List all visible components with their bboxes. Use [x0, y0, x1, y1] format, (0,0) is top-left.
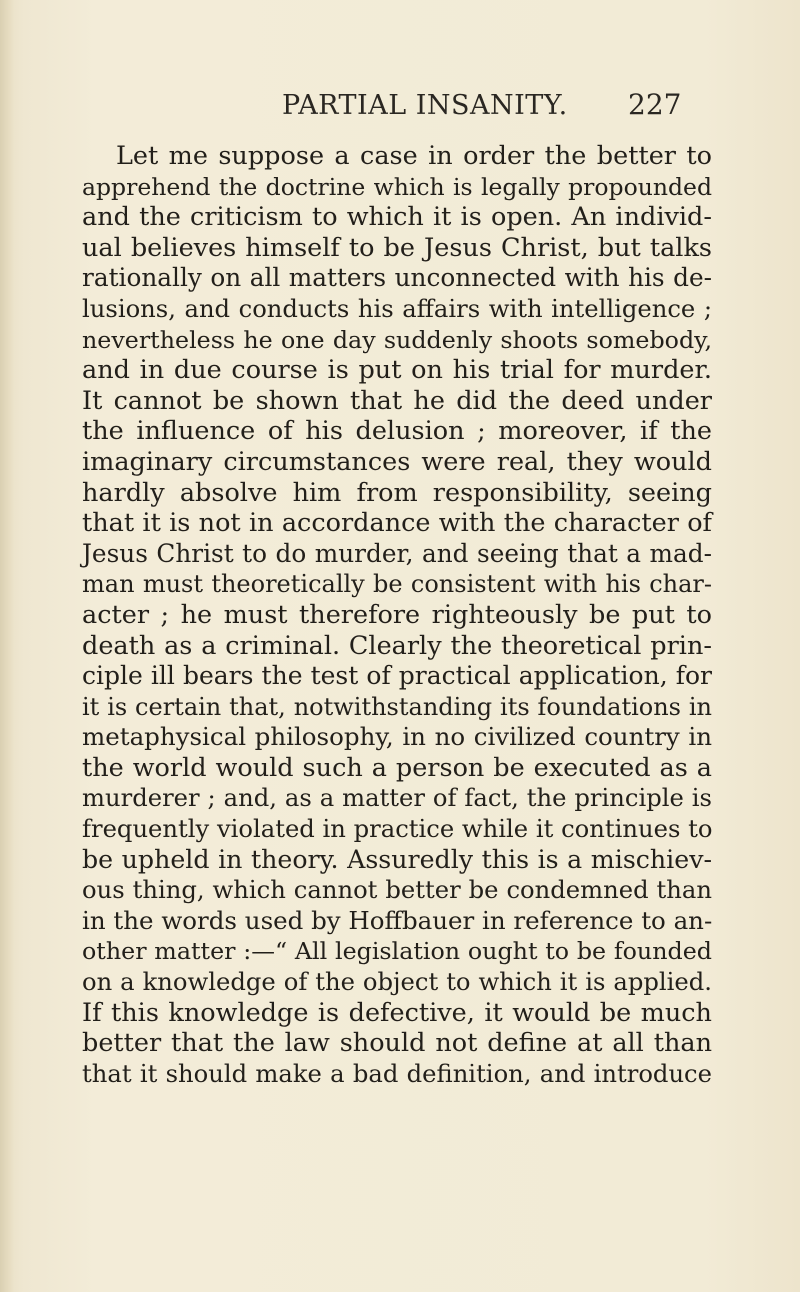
- page-header: [0, 88, 800, 128]
- text-line: on a knowledge of the object to which it is applied.: [82, 967, 712, 997]
- text-line: frequently violated in practice while it continues to: [82, 814, 713, 844]
- page-gutter-shadow: [0, 0, 14, 1292]
- text-line: lusions, and conducts his affairs with intelligence ;: [82, 293, 712, 323]
- text-line: in the words used by Hoffbauer in reference to an-: [82, 905, 713, 935]
- text-line: death as a criminal. Clearly the theoretical prin-: [82, 630, 712, 661]
- text-line: it is certain that, notwithstanding its foundations in: [82, 692, 712, 721]
- text-line: Jesus Christ to do murder, and seeing that a mad-: [82, 538, 712, 568]
- text-line: ous thing, which cannot better be condemned than: [82, 875, 712, 905]
- text-line: and the criticism to which it is open. An individ-: [82, 202, 712, 233]
- body-text: [82, 141, 712, 1089]
- text-line: imaginary circumstances were real, they would: [82, 446, 712, 477]
- text-line: that it is not in accordance with the character of: [82, 508, 712, 539]
- running-title: PARTIAL INSANITY.: [282, 90, 568, 121]
- page-number: 227: [628, 88, 682, 121]
- text-line: It cannot be shown that he did the deed under: [82, 385, 712, 416]
- text-line: and in due course is put on his trial for murder.: [82, 355, 712, 386]
- text-line: be upheld in theory. Assuredly this is a mischiev-: [82, 844, 712, 874]
- text-line: acter ; he must therefore righteously be put to: [82, 599, 712, 630]
- text-line: better that the law should not define at all than: [82, 1028, 712, 1059]
- text-line: hardly absolve him from responsibility, seeing: [82, 477, 712, 508]
- text-line: metaphysical philosophy, in no civilized country in: [82, 722, 712, 752]
- text-line: nevertheless he one day suddenly shoots somebody,: [82, 325, 712, 354]
- text-line: rationally on all matters unconnected with his de-: [82, 263, 712, 293]
- text-line: ciple ill bears the test of practical application, for: [82, 661, 712, 691]
- text-line: ual believes himself to be Jesus Christ, but talks: [82, 232, 712, 263]
- text-line: the influence of his delusion ; moreover, if the: [82, 416, 712, 447]
- text-line: the world would such a person be executed as a: [82, 752, 712, 783]
- text-line: other matter :—“ All legislation ought to be founded: [82, 937, 712, 966]
- text-line: murderer ; and, as a matter of fact, the principle is: [82, 783, 712, 813]
- text-line: Let me suppose a case in order the better to: [116, 141, 712, 171]
- text-line: apprehend the doctrine which is legally propounded: [82, 172, 712, 201]
- text-line: man must theoretically be consistent with his char-: [82, 570, 712, 599]
- text-line: that it should make a bad definition, and introduce: [82, 1058, 712, 1088]
- text-line: If this knowledge is defective, it would be much: [82, 997, 712, 1028]
